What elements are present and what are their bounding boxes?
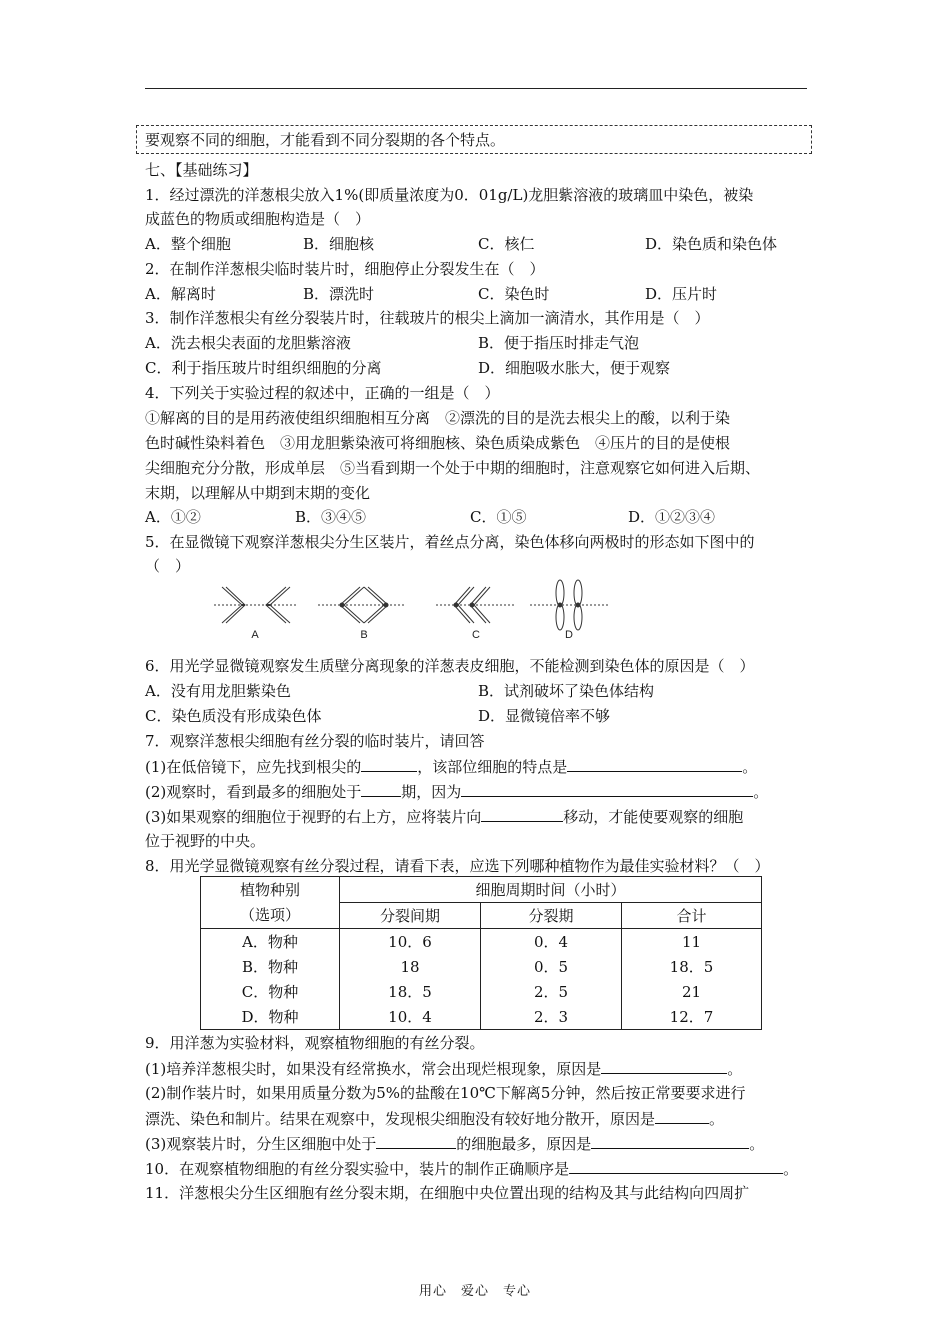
q4-line4: 尖细胞充分分散，形成单层 ⑤当看到期一个处于中期的细胞时，注意观察它如何进入后期、 — [145, 459, 761, 477]
q11-line1: 11．洋葱根尖分生区细胞有丝分裂末期，在细胞中央位置出现的结构及其与此结构向四周扩 — [145, 1184, 750, 1202]
q3-option-c: C．利于指压玻片时组织细胞的分离 — [145, 359, 382, 377]
q6-option-c: C．染色质没有形成染色体 — [145, 707, 322, 725]
q2-option-c: C．染色时 — [478, 285, 550, 303]
table-row: B．物种 18 0．5 18．5 — [201, 954, 762, 979]
q7-part2: (2)观察时，看到最多的细胞处于 期，因为 。 — [145, 783, 769, 801]
th-species: 植物种别 — [201, 877, 340, 903]
q6-line1: 6．用光学显微镜观察发生质壁分离现象的洋葱表皮细胞，不能检测到染色体的原因是（ ） — [145, 657, 755, 675]
q3-line1: 3．制作洋葱根尖有丝分裂装片时，往载玻片的根尖上滴加一滴清水，其作用是（ ） — [145, 309, 710, 327]
table-row: D．物种 10．4 2．3 12．7 — [201, 1004, 762, 1030]
q7-blank-5[interactable] — [481, 806, 563, 822]
fig-label-a: A — [251, 629, 259, 641]
cell-cycle-table — [200, 876, 762, 1030]
q4-option-a: A．①② — [145, 508, 201, 526]
q7-part3: (3)如果观察的细胞位于视野的右上方，应将装片向 移动，才能使要观察的细胞 — [145, 808, 744, 826]
q4-line2: ①解离的目的是用药液使组织细胞相互分离 ②漂洗的目的是洗去根尖上的酸，以利于染 — [145, 409, 731, 427]
q2-option-b: B．漂洗时 — [303, 285, 375, 303]
q4-option-d: D．①②③④ — [628, 508, 716, 526]
th-mphase: 分裂期 — [481, 903, 622, 929]
q2-option-d: D．压片时 — [645, 285, 718, 303]
q3-option-d: D．细胞吸水胀大，便于观察 — [478, 359, 671, 377]
q2-option-a: A．解离时 — [145, 285, 216, 303]
th-interphase: 分裂间期 — [340, 903, 481, 929]
q3-option-a: A．洗去根尖表面的龙胆紫溶液 — [145, 334, 351, 352]
q4-line5: 末期，以理解从中期到末期的变化 — [145, 484, 371, 502]
q4-option-b: B．③④⑤ — [295, 508, 367, 526]
table-row: A．物种 10．6 0．4 11 — [201, 929, 762, 955]
th-option: （选项） — [201, 903, 340, 929]
q10-blank[interactable] — [569, 1158, 783, 1174]
fig-label-b: B — [360, 629, 368, 641]
q9-blank-3[interactable] — [376, 1133, 456, 1149]
q9-part1: (1)培养洋葱根尖时，如果没有经常换水，常会出现烂根现象，原因是 。 — [145, 1060, 743, 1078]
q9-blank-2[interactable] — [655, 1108, 709, 1124]
q9-part2-cont: 漂洗、染色和制片。结果在观察中，发现根尖细胞没有较好地分散开，原因是 。 — [145, 1110, 725, 1128]
figure-b — [318, 587, 406, 623]
th-total: 合计 — [622, 903, 762, 929]
fig-label-c: C — [472, 629, 480, 641]
chromosome-figure — [200, 572, 620, 642]
q1-option-c: C．核仁 — [478, 235, 535, 253]
q9-blank-1[interactable] — [601, 1058, 727, 1074]
q4-option-c: C．①⑤ — [470, 508, 527, 526]
q3-option-b: B．便于指压时排走气泡 — [478, 334, 640, 352]
q9-part2: (2)制作装片时，如果用质量分数为5%的盐酸在10℃下解离5分钟，然后按正常要要求进行 — [145, 1084, 746, 1102]
q1-line2: 成蓝色的物质或细胞构造是（ ） — [145, 210, 371, 228]
q7-blank-2[interactable] — [567, 756, 742, 772]
figure-c — [436, 587, 516, 623]
section-title: 七、【基础练习】 — [145, 161, 258, 179]
q5-line1: 5．在显微镜下观察洋葱根尖分生区装片，着丝点分离，染色体移向两极时的形态如下图中的 — [145, 533, 755, 551]
q4-line1: 4．下列关于实验过程的叙述中，正确的一组是（ ） — [145, 384, 500, 402]
q5-line2: （ ） — [145, 557, 191, 575]
q7-blank-4[interactable] — [461, 781, 753, 797]
q7-part1: (1)在低倍镜下，应先找到根尖的 ，该部位细胞的特点是 。 — [145, 758, 758, 776]
fig-label-d: D — [565, 629, 573, 641]
q1-option-d: D．染色质和染色体 — [645, 235, 778, 253]
q2-line1: 2．在制作洋葱根尖临时装片时，细胞停止分裂发生在（ ） — [145, 260, 545, 278]
intro-text: 要观察不同的细胞，才能看到不同分裂期的各个特点。 — [145, 131, 506, 149]
q6-option-b: B．试剂破坏了染色体结构 — [478, 682, 655, 700]
q7-part3-cont: 位于视野的中央。 — [145, 832, 266, 850]
q1-line1: 1．经过漂洗的洋葱根尖放入1%(即质量浓度为0．01g/L)龙胆紫溶液的玻璃皿中染色，被染 — [145, 186, 754, 204]
figure-a — [214, 587, 296, 623]
q7-blank-1[interactable] — [361, 756, 417, 772]
q6-option-d: D．显微镜倍率不够 — [478, 707, 611, 725]
q8-line1: 8．用光学显微镜观察有丝分裂过程，请看下表，应选下列哪种植物作为最佳实验材料？（ ） — [145, 857, 770, 875]
q9-part3: (3)观察装片时，分生区细胞中处于 的细胞最多，原因是 。 — [145, 1135, 765, 1153]
page-footer: 用心 爱心 专心 — [418, 1284, 531, 1299]
q4-line3: 色时碱性染料着色 ③用龙胆紫染液可将细胞核、染色质染成紫色 ④压片的目的是使根 — [145, 434, 731, 452]
q7-blank-3[interactable] — [361, 781, 401, 797]
table-row: C．物种 18．5 2．5 21 — [201, 979, 762, 1004]
figure-d — [530, 580, 610, 630]
q9-line1: 9．用洋葱为实验材料，观察植物细胞的有丝分裂。 — [145, 1034, 485, 1052]
header-rule — [145, 88, 807, 89]
q7-line1: 7．观察洋葱根尖细胞有丝分裂的临时装片，请回答 — [145, 732, 485, 750]
q9-blank-4[interactable] — [591, 1133, 749, 1149]
th-cycle: 细胞周期时间（小时） — [340, 877, 762, 903]
q6-option-a: A．没有用龙胆紫染色 — [145, 682, 291, 700]
q1-option-a: A．整个细胞 — [145, 235, 231, 253]
q1-option-b: B．细胞核 — [303, 235, 375, 253]
q10-line: 10．在观察植物细胞的有丝分裂实验中，装片的制作正确顺序是 。 — [145, 1160, 799, 1178]
